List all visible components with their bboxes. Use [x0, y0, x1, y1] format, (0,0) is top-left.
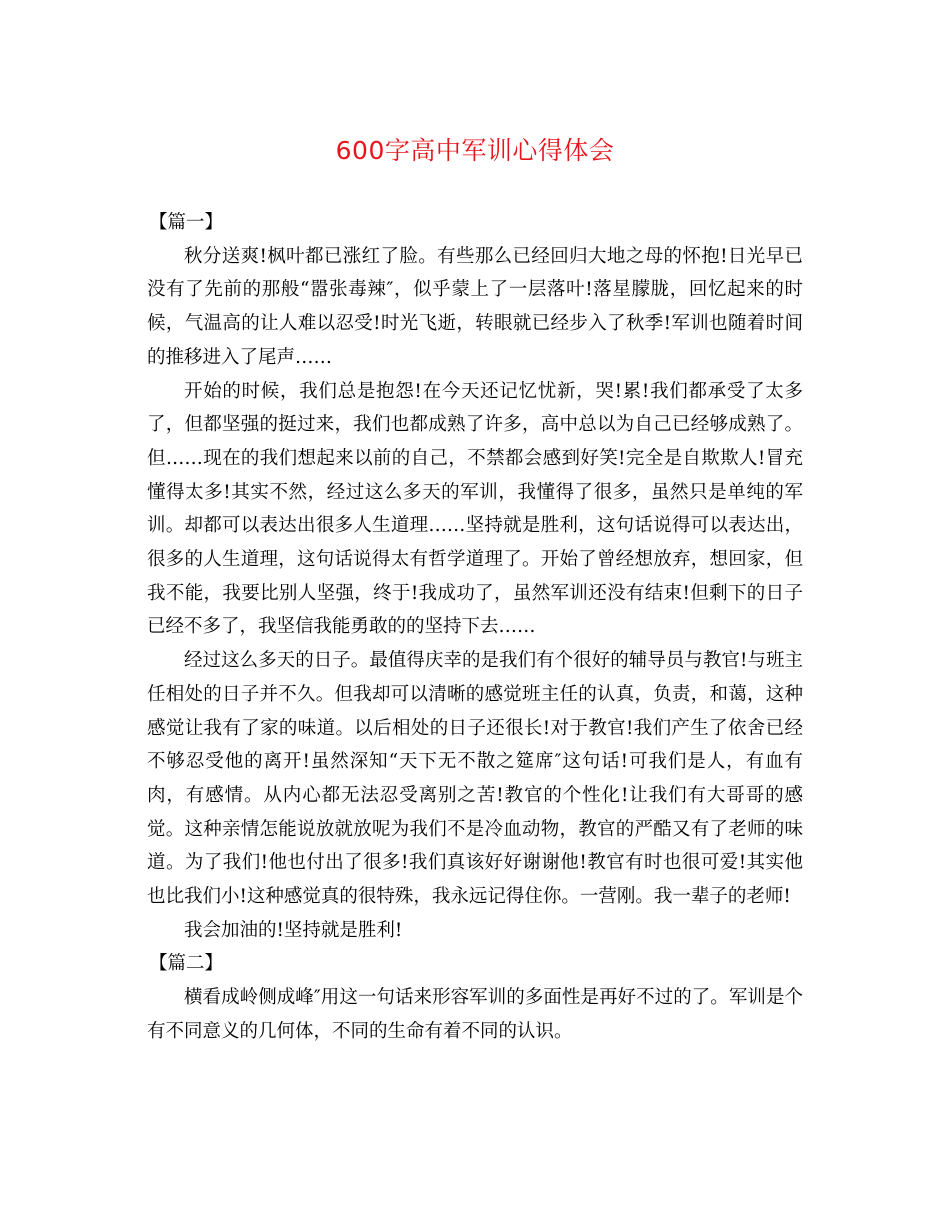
- document-body: [147, 206, 803, 1049]
- paragraph-5: 横看成岭侧成峰″用这一句话来形容军训的多面性是再好不过的了。军训是个有不同意义的几何体，不同的生命有着不同的认识。: [147, 987, 803, 1042]
- document-title: 600字高中军训心得体会: [335, 136, 615, 165]
- paragraph-2: 开始的时候，我们总是抱怨!在今天还记忆忧新，哭!累!我们都承受了太多了，但都坚强的挺过来，我们也都成熟了许多，高中总以为自己已经够成熟了。但……现在的我们想起来以前的自己，不禁都会感到好笑!完全是自欺欺人!冒充懂得太多!其实不然，经过这么多天的军训，我懂得了很多，虽然只是单纯的军训。却都可以表达出很多人生道理……坚持就是胜利，这句话说得可以表达出，很多的人生道理，这句话说得太有哲学道理了。开始了曾经想放弃，想回家，但我不能，我要比别人坚强，终于!我成功了，虽然军训还没有结束!但剩下的日子已经不多了，我坚信我能勇敢的的坚持下去……: [147, 380, 803, 638]
- paragraph-3: 经过这么多天的日子。最值得庆幸的是我们有个很好的辅导员与教官!与班主任相处的日子并不久。但我却可以清晰的感觉班主任的认真，负责，和蔼，这种感觉让我有了家的味道。以后相处的日子还很长!对于教官!我们产生了依舍已经不够忍受他的离开!虽然深知“天下无不散之筵席″这句话!可我们是人，有血有肉，有感情。从内心都无法忍受离别之苦!教官的个性化!让我们有大哥哥的感觉。这种亲情怎能说放就放呢为我们不是冷血动物，教官的严酷又有了老师的味道。为了我们!他也付出了很多!我们真该好好谢谢他!教官有时也很可爱!其实他也比我们小!这种感觉真的很特殊，我永远记得住你。一营刚。我一辈子的老师!: [147, 650, 803, 908]
- paragraph-1: 秋分送爽!枫叶都已涨红了脸。有些那么已经回归大地之母的怀抱!日光早已没有了先前的那般“嚣张毒辣″，似乎蒙上了一层落叶!落星朦胧，回忆起来的时候，气温高的让人难以忍受!时光飞逝，转眼就已经步入了秋季!军训也随着时间的推移进入了尾声……: [147, 245, 803, 368]
- section-heading-2: 【篇二】: [149, 953, 224, 975]
- section-heading-1: 【篇一】: [149, 212, 224, 233]
- paragraph-4: 我会加油的!坚持就是胜利!: [184, 919, 403, 941]
